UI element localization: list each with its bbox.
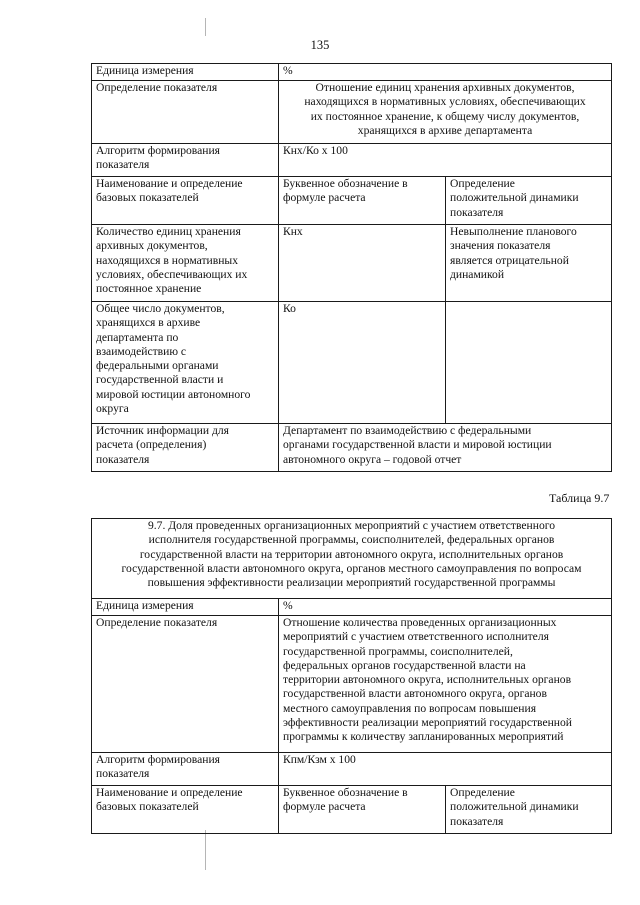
algorithm-row [92, 144, 612, 177]
source-value: Департамент по взаимодействию с федеральными органами государственной власти и мировой юстиции автономного округа – годовой отчет [279, 424, 612, 472]
definition-row [92, 616, 612, 753]
table-caption: Таблица 9.7 [549, 491, 610, 505]
base-header-name: Наименование и определение базовых показателей [92, 177, 279, 225]
base-indicator-dynamics: Невыполнение планового значения показателя является отрицательной динамикой [446, 225, 612, 302]
unit-row [92, 599, 612, 616]
source-label: Источник информации для расчета (определения) показателя [92, 424, 279, 472]
indicator-table-1 [91, 63, 612, 472]
definition-value: Отношение количества проведенных организационных мероприятий с участием ответственного исполнителя государственной программы, соисполнителей, федеральных органов государственной власти на территории автономного округа, исполнительных органов государственной власти автономного округа, органов местного самоуправления по вопросам повышения эффективности реализации мероприятий государственной программы к количеству запланированных мероприятий [279, 616, 612, 753]
base-indicator-name: Количество единиц хранения архивных документов, находящихся в нормативных условиях, обеспечивающих их постоянное хранение [92, 225, 279, 302]
definition-label: Определение показателя [92, 616, 279, 753]
algorithm-value: Кпм/Кзм х 100 [279, 753, 612, 786]
unit-label: Единица измерения [92, 64, 279, 81]
base-indicators-header [92, 786, 612, 834]
unit-value: % [279, 64, 612, 81]
scan-artifact-line [205, 18, 206, 36]
base-header-name: Наименование и определение базовых показателей [92, 786, 279, 834]
base-indicator-name: Общее число документов, хранящихся в архиве департамента по взаимодействию с федеральными органами государственной власти и мировой юстиции автономного округа [92, 302, 279, 424]
base-indicators-header [92, 177, 612, 225]
base-indicator-row [92, 225, 612, 302]
unit-value: % [279, 599, 612, 616]
unit-row [92, 64, 612, 81]
indicator-title: 9.7. Доля проведенных организационных мероприятий с участием ответственного исполнителя государственной программы, соисполнителей, федеральных органов государственной власти на территории автономного округа, исполнительных органов государственной власти автономного округа, органов местного самоуправления по вопросам повышения эффективности реализации мероприятий государственной программы [92, 519, 612, 599]
indicator-table-2 [91, 518, 612, 834]
definition-value: Отношение единиц хранения архивных документов, находящихся в нормативных условиях, обеспечивающих их постоянное хранение, к общему числу документов, хранящихся в архиве департамента [279, 81, 612, 144]
source-row [92, 424, 612, 472]
base-indicator-symbol: Кнх [279, 225, 446, 302]
base-indicator-row [92, 302, 612, 424]
algorithm-row [92, 753, 612, 786]
definition-row [92, 81, 612, 144]
page-number: 135 [310, 38, 330, 52]
base-header-dynamics: Определение положительной динамики показателя [446, 177, 612, 225]
algorithm-label: Алгоритм формирования показателя [92, 144, 279, 177]
base-indicator-dynamics [446, 302, 612, 424]
base-header-symbol: Буквенное обозначение в формуле расчета [279, 786, 446, 834]
base-indicator-symbol: Ко [279, 302, 446, 424]
algorithm-label: Алгоритм формирования показателя [92, 753, 279, 786]
algorithm-value: Кнх/Ко х 100 [279, 144, 612, 177]
scan-artifact-line [205, 830, 206, 870]
unit-label: Единица измерения [92, 599, 279, 616]
definition-label: Определение показателя [92, 81, 279, 144]
base-header-dynamics: Определение положительной динамики показателя [446, 786, 612, 834]
base-header-symbol: Буквенное обозначение в формуле расчета [279, 177, 446, 225]
indicator-title-row [92, 519, 612, 599]
